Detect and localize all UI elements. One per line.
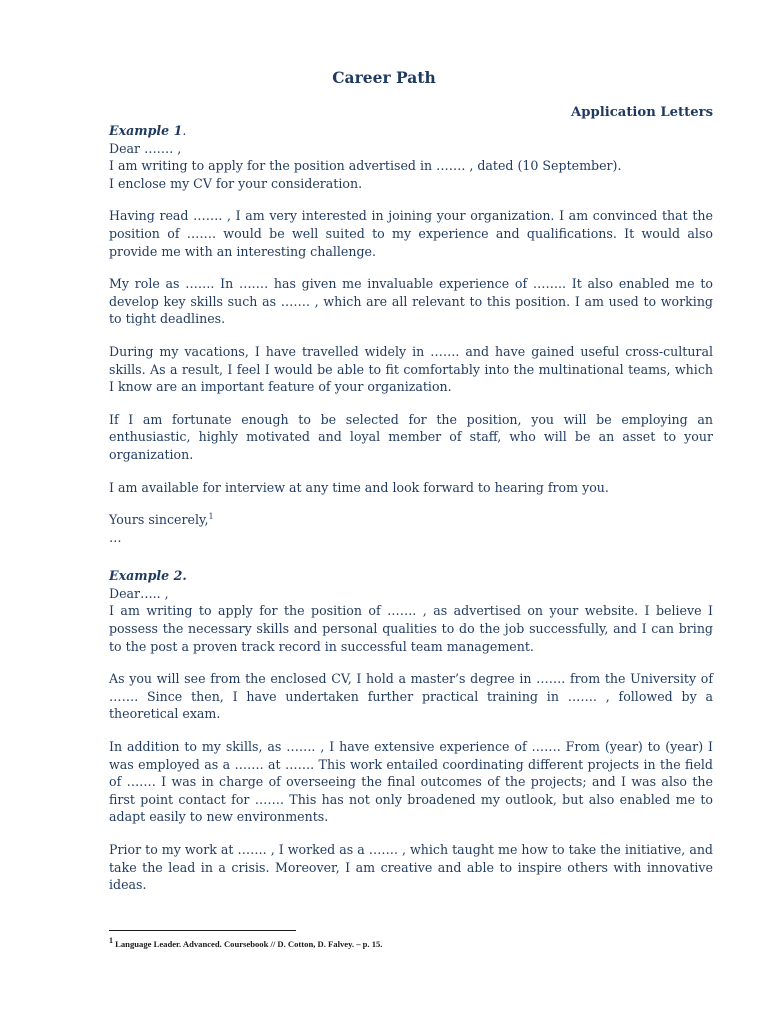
example2-label: Example 2. — [109, 568, 187, 584]
example2-paragraph-1: I am writing to apply for the position of ……. , as advertised on your website. I believe I possess the necessary skills and personal qualities to do the job successfully, and I can bring to the post a proven track record in successful team management. — [109, 603, 713, 654]
footnote — [109, 936, 383, 949]
letter-body — [109, 122, 713, 894]
example2-paragraph-3: In addition to my skills, as ……. , I have extensive experience of ……. From (year) to (year) I was employed as a ……. at ……. This work entailed coordinating different projects in the field of ……. I was in charge of overseeing the final outcomes of the projects; and I was also the first point contact for ……. This has not only broadened my outlook, but also enabled me to adapt easily to new environments. — [109, 739, 713, 825]
footnote-number: 1 — [109, 936, 113, 946]
example1-paragraph-3: During my vacations, I have travelled widely in ……. and have gained useful cross-cultural skills. As a result, I feel I would be able to fit comfortably into the multinational teams, which I know are an important feature of your organization. — [109, 343, 713, 395]
example1-intro-line1: I am writing to apply for the position advertised in ……. , dated (10 September). — [109, 158, 622, 174]
example1-paragraph-5: I am available for interview at any time and look forward to hearing from you. — [109, 479, 609, 495]
page-title: Career Path — [332, 68, 436, 87]
example1-closing — [109, 511, 713, 529]
footnote-ref: 1 — [208, 511, 214, 521]
example1-paragraph-2: My role as ……. In ……. has given me invaluable experience of …….. It also enabled me to develop key skills such as ……. , which are all relevant to this position. I am used to working to tight deadlines. — [109, 276, 713, 327]
example2-salutation: Dear….. , — [109, 585, 169, 601]
example1-salutation: Dear ……. , — [109, 140, 182, 156]
footnote-text: Language Leader. Advanced. Coursebook // D. Cotton, D. Falvey. – p. 15. — [115, 939, 383, 949]
example2-heading — [109, 567, 713, 585]
example1-label: Example 1 — [109, 123, 183, 138]
example1-paragraph-1: Having read ……. , I am very interested in joining your organization. I am convinced that the position of ……. would be well suited to my experience and qualifications. It would also provide me with an interesting challenge. — [109, 208, 713, 259]
example1-heading — [109, 122, 713, 140]
closing-text: Yours sincerely, — [109, 512, 209, 528]
example2-paragraph-4: Prior to my work at ……. , I worked as a ……. , which taught me how to take the initiative, and take the lead in a crisis. Moreover, I am creative and able to inspire others with innovative ideas. — [109, 842, 713, 893]
example1-label-suffix: . — [182, 123, 187, 138]
example1-intro-line2: I enclose my CV for your consideration. — [109, 175, 363, 191]
example2-paragraph-2: As you will see from the enclosed CV, I hold a master’s degree in ……. from the University of ……. Since then, I have undertaken further practical training in ……. , followed by a theoretical exam. — [109, 671, 713, 722]
example1-paragraph-4: If I am fortunate enough to be selected for the position, you will be employing an enthusiastic, highly motivated and loyal member of staff, who will be an asset to your organization. — [109, 411, 713, 462]
footnote-divider — [109, 930, 296, 931]
page-subtitle: Application Letters — [571, 105, 713, 120]
example1-signature: … — [109, 529, 122, 545]
